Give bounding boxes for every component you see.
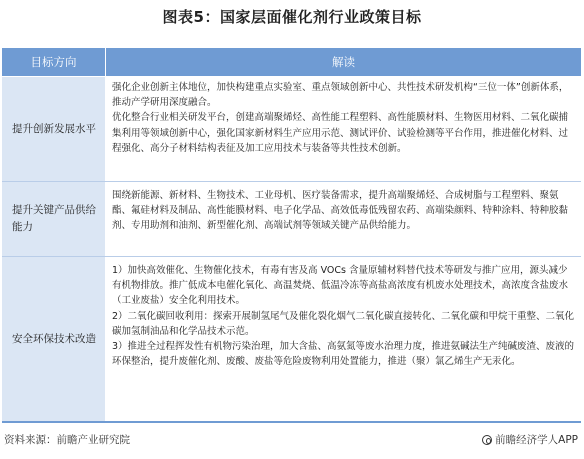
source-note: 资料来源：前瞻产业研究院: [4, 434, 130, 446]
row-1-paragraph-1: 强化企业创新主体地位，加快构建重点实验室、重点领域创新中心、共性技术研发机构“三位一体”创新体系，推动产学研用深度融合。: [112, 82, 569, 109]
row-2-content: [106, 182, 581, 256]
row-2-direction-text: 提升关键产品供给能力: [12, 204, 96, 233]
policy-table: [2, 48, 581, 423]
row-2-paragraph-1: 围绕新能源、新材料、生物技术、工业母机、医疗装备需求，提升高端聚烯烃、合成树脂与工程塑料、聚氨酯、氟硅材料及制品、高性能膜材料、电子化学品、高效低毒低残留农药、高端染颜料、特种涂料、特种胶黏剂、专用助剂和油剂、新型催化剂、高端试剂等领域关键产品供给能力。: [112, 190, 569, 232]
row-1-paragraph-2: 优化整合行业相关研发平台，创建高端聚烯烃、高性能工程塑料、高性能膜材料、生物医用材料、二氧化碳捕集利用等领域创新中心，强化国家新材料生产应用示范、测试评价、试验检测等平台作用，推进催化材料、过程强化、高分子材料结构表征及加工应用技术与装备等共性技术创新。: [112, 112, 569, 154]
row-2-direction: [2, 182, 105, 256]
header-interpretation: 解读: [106, 48, 581, 76]
brand-text: 前瞻经济学人APP: [495, 434, 578, 446]
brand-credit: [482, 432, 578, 447]
row-1-content: [106, 77, 581, 181]
row-1-direction: [2, 77, 105, 181]
header-direction: 目标方向: [2, 48, 105, 76]
qianzhan-logo-icon: [482, 435, 492, 445]
row-3-content: [106, 257, 581, 421]
row-3-paragraph-3: 3）推进全过程挥发性有机物污染治理，加大含盐、高氨氮等废水治理力度，推进氨碱法生产纯碱废渣、废液的环保整治，提升废催化剂、废酸、废盐等危险废物利用处置能力，推进（聚）氯乙烯生产无汞化。: [112, 341, 575, 368]
row-3-paragraph-1: 1）加快高效催化、生物催化技术，有毒有害及高 VOCs 含量原辅材料替代技术等研发与推广应用，源头减少有机物排放。推广低成本电催化氧化、高温焚烧、低温冷冻等高盐高浓度有机废水处理技术，高浓度含盐废水（工业废盐）安全化利用技术。: [112, 265, 569, 307]
table-bottom-border: [2, 421, 581, 423]
row-3-paragraph-2: 2）二氧化碳回收利用：探索开展制氢尾气及催化裂化烟气二氧化碳直接转化、二氧化碳和甲烷干重整、二氧化碳加氢制油品和化学品技术示范。: [112, 310, 575, 337]
row-3-direction: [2, 257, 105, 421]
page-title: 图表5：国家层面催化剂行业政策目标: [162, 8, 422, 26]
row-1-direction-text: 提升创新发展水平: [12, 122, 96, 135]
row-3-direction-text: 安全环保技术改造: [12, 332, 96, 345]
